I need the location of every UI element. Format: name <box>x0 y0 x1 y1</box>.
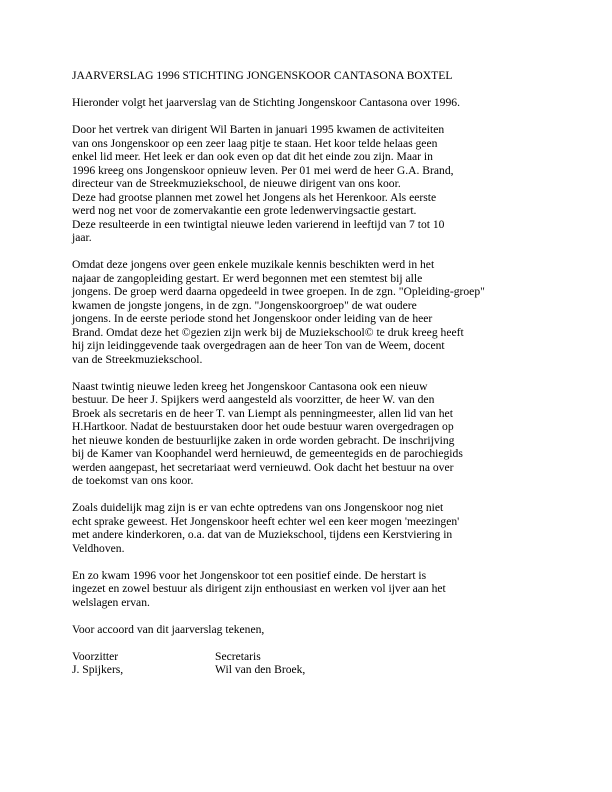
document-title: JAARVERSLAG 1996 STICHTING JONGENSKOOR CANTASONA BOXTEL <box>72 69 453 82</box>
text-line: welslagen ervan. <box>72 595 150 609</box>
paragraph-5 <box>72 569 542 610</box>
text-line: jaar. <box>72 231 92 244</box>
text-line: ingezet en zowel bestuur als dirigent zijn enthousiast en werken vol ijver aan het <box>72 582 446 595</box>
spacer <box>72 83 542 97</box>
text-line: de toekomst van ons koor. <box>72 474 194 487</box>
text-line: werd nog net voor de zomervakantie een grote ledenwervingsactie gestart. <box>72 204 417 217</box>
text-line: hij zijn leidinggevende taak overgedragen aan de heer Ton van de Weem, docent <box>72 339 445 352</box>
text-line: het nieuwe konden de bestuurlijke zaken in orde worden gebracht. De inschrijving <box>72 433 455 447</box>
text-line: van de Streekmuziekschool. <box>72 352 203 366</box>
text-line: 1996 kreeg ons Jongenskoor opnieuw leven. Per 01 mei werd de heer G.A. Brand, <box>72 163 454 177</box>
text-line: Deze resulteerde in een twintigtal nieuwe leden varierend in leeftijd van 7 tot 10 <box>72 217 445 231</box>
text-line: Door het vertrek van dirigent Wil Barten in januari 1995 kwamen de activiteiten <box>72 123 445 136</box>
text-line: Omdat deze jongens over geen enkele muzikale kennis beschikten werd in het <box>72 258 435 271</box>
spacer <box>72 110 542 124</box>
text-line: enkel lid meer. Het leek er dan ook even op dat dit het einde zou zijn. Maar in <box>72 150 433 163</box>
document-page <box>72 69 542 677</box>
spacer <box>72 366 542 380</box>
spacer <box>72 245 542 259</box>
signature-roles <box>72 650 542 664</box>
text-line: echt sprake geweest. Het Jongenskoor heeft echter wel een keer mogen 'meezingen' <box>72 514 460 528</box>
paragraph-1 <box>72 123 542 245</box>
text-line: Broek als secretaris en de heer T. van Liempt als penningmeester, allen lid van het <box>72 406 453 420</box>
text-line: Veldhoven. <box>72 541 125 555</box>
chairman-name: J. Spijkers, <box>72 663 124 676</box>
chairman-role: Voorzitter <box>72 649 119 663</box>
text-line: Deze had grootse plannen met zowel het Jongens als het Herenkoor. Als eerste <box>72 190 437 204</box>
text-line: bij de Kamer van Koophandel werd hernieuwd, de gemeentegids en de parochiegids <box>72 447 463 460</box>
text-line: jongens. In de eerste periode stond het Jongenskoor onder leiding van de heer <box>72 312 433 325</box>
text-line: Naast twintig nieuwe leden kreeg het Jongenskoor Cantasona ook een nieuw <box>72 379 428 393</box>
text-line: Zoals duidelijk mag zijn is er van echte optredens van ons Jongenskoor nog niet <box>72 501 444 514</box>
signature-names <box>72 663 542 677</box>
paragraph-3 <box>72 380 542 488</box>
text-line: Brand. Omdat deze het ©gezien zijn werk bij de Muziekschool© te druk kreeg heeft <box>72 325 464 339</box>
text-line: werden aangepast, het secretariaat werd vernieuwd. Ook dacht het bestuur na over <box>72 460 454 474</box>
paragraph-4 <box>72 501 542 555</box>
text-line: directeur van de Streekmuziekschool, de nieuwe dirigent van ons koor. <box>72 177 401 190</box>
text-line: En zo kwam 1996 voor het Jongenskoor tot een positief einde. De herstart is <box>72 568 427 582</box>
spacer <box>72 609 542 623</box>
secretary-name: Wil van den Broek, <box>215 663 306 676</box>
paragraph-2 <box>72 258 542 366</box>
text-line: jongens. De groep werd daarna opgedeeld in twee groepen. In de zgn. "Opleiding-groep" <box>72 285 485 298</box>
spacer <box>72 555 542 569</box>
spacer <box>72 636 542 650</box>
spacer <box>72 488 542 502</box>
closing-text: Voor accoord van dit jaarverslag tekenen, <box>72 622 265 636</box>
text-line: H.Hartkoor. Nadat de bestuurstaken door het oude bestuur waren overgedragen op <box>72 420 454 433</box>
secretary-role: Secretaris <box>215 649 261 663</box>
text-line: van ons Jongenskoor op een zeer laag pitje te staan. Het koor telde helaas geen <box>72 136 438 150</box>
text-line: bestuur. De heer J. Spijkers werd aangesteld als voorzitter, de heer W. van den <box>72 393 435 406</box>
intro-text: Hieronder volgt het jaarverslag van de Stichting Jongenskoor Cantasona over 1996. <box>72 96 460 109</box>
text-line: kwamen de jongste jongens, in de zgn. "Jongenskoorgroep" de wat oudere <box>72 298 417 312</box>
text-line: najaar de zangopleiding gestart. Er werd begonnen met een stemtest bij alle <box>72 271 423 285</box>
text-line: met andere kinderkoren, o.a. dat van de Muziekschool, tijdens een Kerstviering in <box>72 528 453 541</box>
